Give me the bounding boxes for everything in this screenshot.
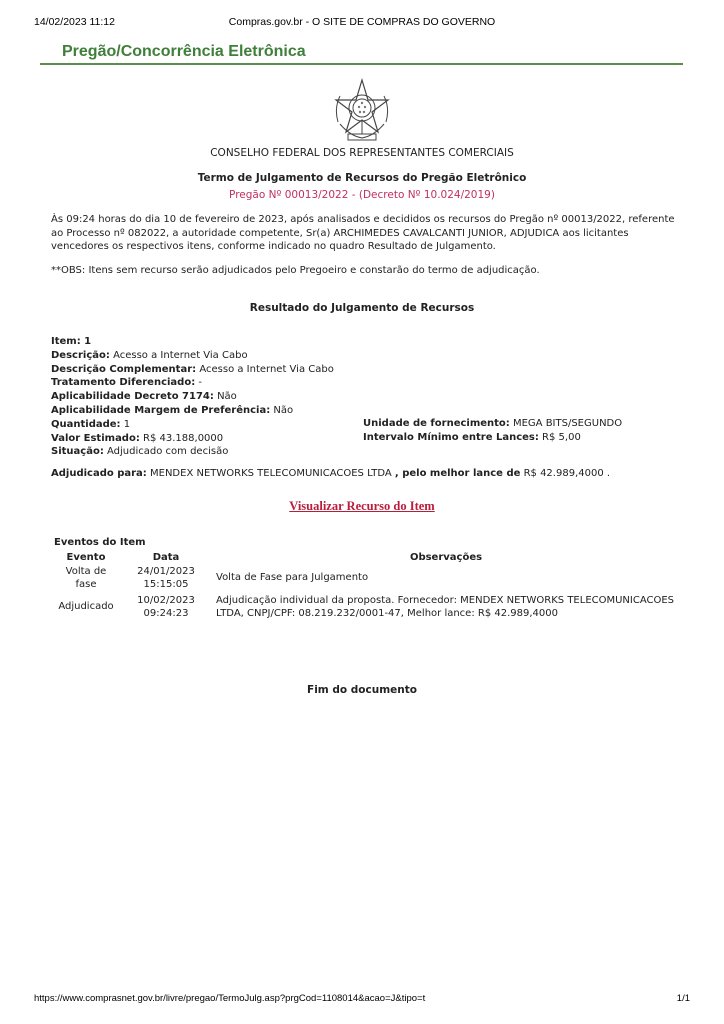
adjudicado-line (51, 468, 610, 479)
print-datetime: 14/02/2023 11:12 (34, 16, 115, 28)
intervalo-label: Intervalo Mínimo entre Lances: (363, 431, 539, 443)
intro-paragraph: Às 09:24 horas do dia 10 de fevereiro de 2023, após analisados e decididos os recursos do Pregão nº 00013/2022, referente ao Processo nº 082022, a autoridade competente, Sr(a) ARCHIMEDES CAVALCANTI JUNIOR, ADJUDICA aos licitantes vencedores os respectivos itens, conforme indicado no quadro Resultado de Julgamento. (51, 214, 675, 252)
term-title: Termo de Julgamento de Recursos do Pregão Eletrônico (197, 172, 527, 184)
page-number: 1/1 (676, 993, 690, 1004)
event-date: 24/01/2023 15:15:05 (137, 566, 195, 590)
desc-compl-value: Acesso a Internet Via Cabo (199, 363, 334, 375)
item-number: Item: 1 (51, 336, 92, 347)
event-name: Adjudicado (58, 601, 114, 613)
valor-label: Valor Estimado: (51, 432, 140, 444)
decreto-value: Não (217, 391, 237, 403)
events-table (52, 551, 680, 622)
situacao-value: Adjudicado com decisão (107, 446, 229, 458)
view-appeal-link[interactable]: Visualizar Recurso do Item (289, 499, 435, 513)
intervalo-value: R$ 5,00 (542, 431, 581, 443)
event-name: Volta de fase (65, 566, 107, 590)
print-page-title: Compras.gov.br - O SITE DE COMPRAS DO GOVERNO (228, 16, 496, 28)
event-obs: Volta de Fase para Julgamento (216, 572, 369, 584)
events-header-row (52, 551, 680, 564)
adjudicado-label: Adjudicado para: (51, 468, 147, 479)
item-details-right (363, 417, 622, 445)
result-title: Resultado do Julgamento de Recursos (249, 302, 475, 314)
col-observacoes: Observações (409, 552, 483, 563)
tratamento-label: Tratamento Diferenciado: (51, 377, 196, 389)
descricao-label: Descrição: (51, 349, 110, 361)
desc-compl-label: Descrição Complementar: (51, 363, 197, 375)
item-details (51, 335, 334, 459)
quantidade-label: Quantidade: (51, 418, 121, 430)
event-obs: Adjudicação individual da proposta. Fornecedor: MENDEX NETWORKS TELECOMUNICACOES LTDA, CNPJ/CPF: 08.219.232/0001-47, Melhor lance: R$ 42.989,4000 (216, 595, 675, 619)
events-title: Eventos do Item (54, 537, 146, 548)
end-of-document: Fim do documento (307, 684, 417, 696)
unidade-value: MEGA BITS/SEGUNDO (512, 418, 623, 429)
melhor-lance-value: R$ 42.989,4000 (523, 468, 604, 479)
organization-name: CONSELHO FEDERAL DOS REPRESENTANTES COMERCIAIS (210, 147, 514, 159)
quantidade-value: 1 (123, 418, 131, 430)
print-footer (34, 993, 690, 1007)
situacao-label: Situação: (51, 446, 104, 458)
print-url: https://www.comprasnet.gov.br/livre/pregao/TermoJulg.asp?prgCod=1108014&acao=J&tipo=t (34, 993, 426, 1004)
margem-label: Aplicabilidade Margem de Preferência: (51, 404, 271, 416)
pregao-number: Pregão Nº 00013/2022 - (Decreto Nº 10.024/2019) (229, 189, 495, 201)
app-title: Pregão/Concorrência Eletrônica (62, 43, 306, 60)
col-evento: Evento (66, 552, 106, 563)
adjudicado-supplier: MENDEX NETWORKS TELECOMUNICACOES LTDA (150, 468, 392, 479)
unidade-label: Unidade de fornecimento: (363, 418, 510, 429)
table-row (52, 564, 680, 593)
col-data: Data (152, 552, 180, 563)
valor-value: R$ 43.188,0000 (143, 432, 224, 444)
table-row (52, 593, 680, 622)
melhor-lance-end: . (606, 468, 611, 479)
decreto-label: Aplicabilidade Decreto 7174: (51, 391, 214, 403)
print-header (34, 16, 690, 30)
event-date: 10/02/2023 09:24:23 (137, 595, 195, 619)
melhor-lance-label: , pelo melhor lance de (394, 468, 521, 479)
header-divider (40, 63, 683, 65)
tratamento-value: - (198, 377, 203, 389)
margem-value: Não (273, 404, 294, 416)
coat-of-arms-icon (330, 78, 394, 144)
descricao-value: Acesso a Internet Via Cabo (113, 349, 248, 361)
obs-paragraph: **OBS: Itens sem recurso serão adjudicados pelo Pregoeiro e constarão do termo de adjudicação. (51, 265, 540, 276)
